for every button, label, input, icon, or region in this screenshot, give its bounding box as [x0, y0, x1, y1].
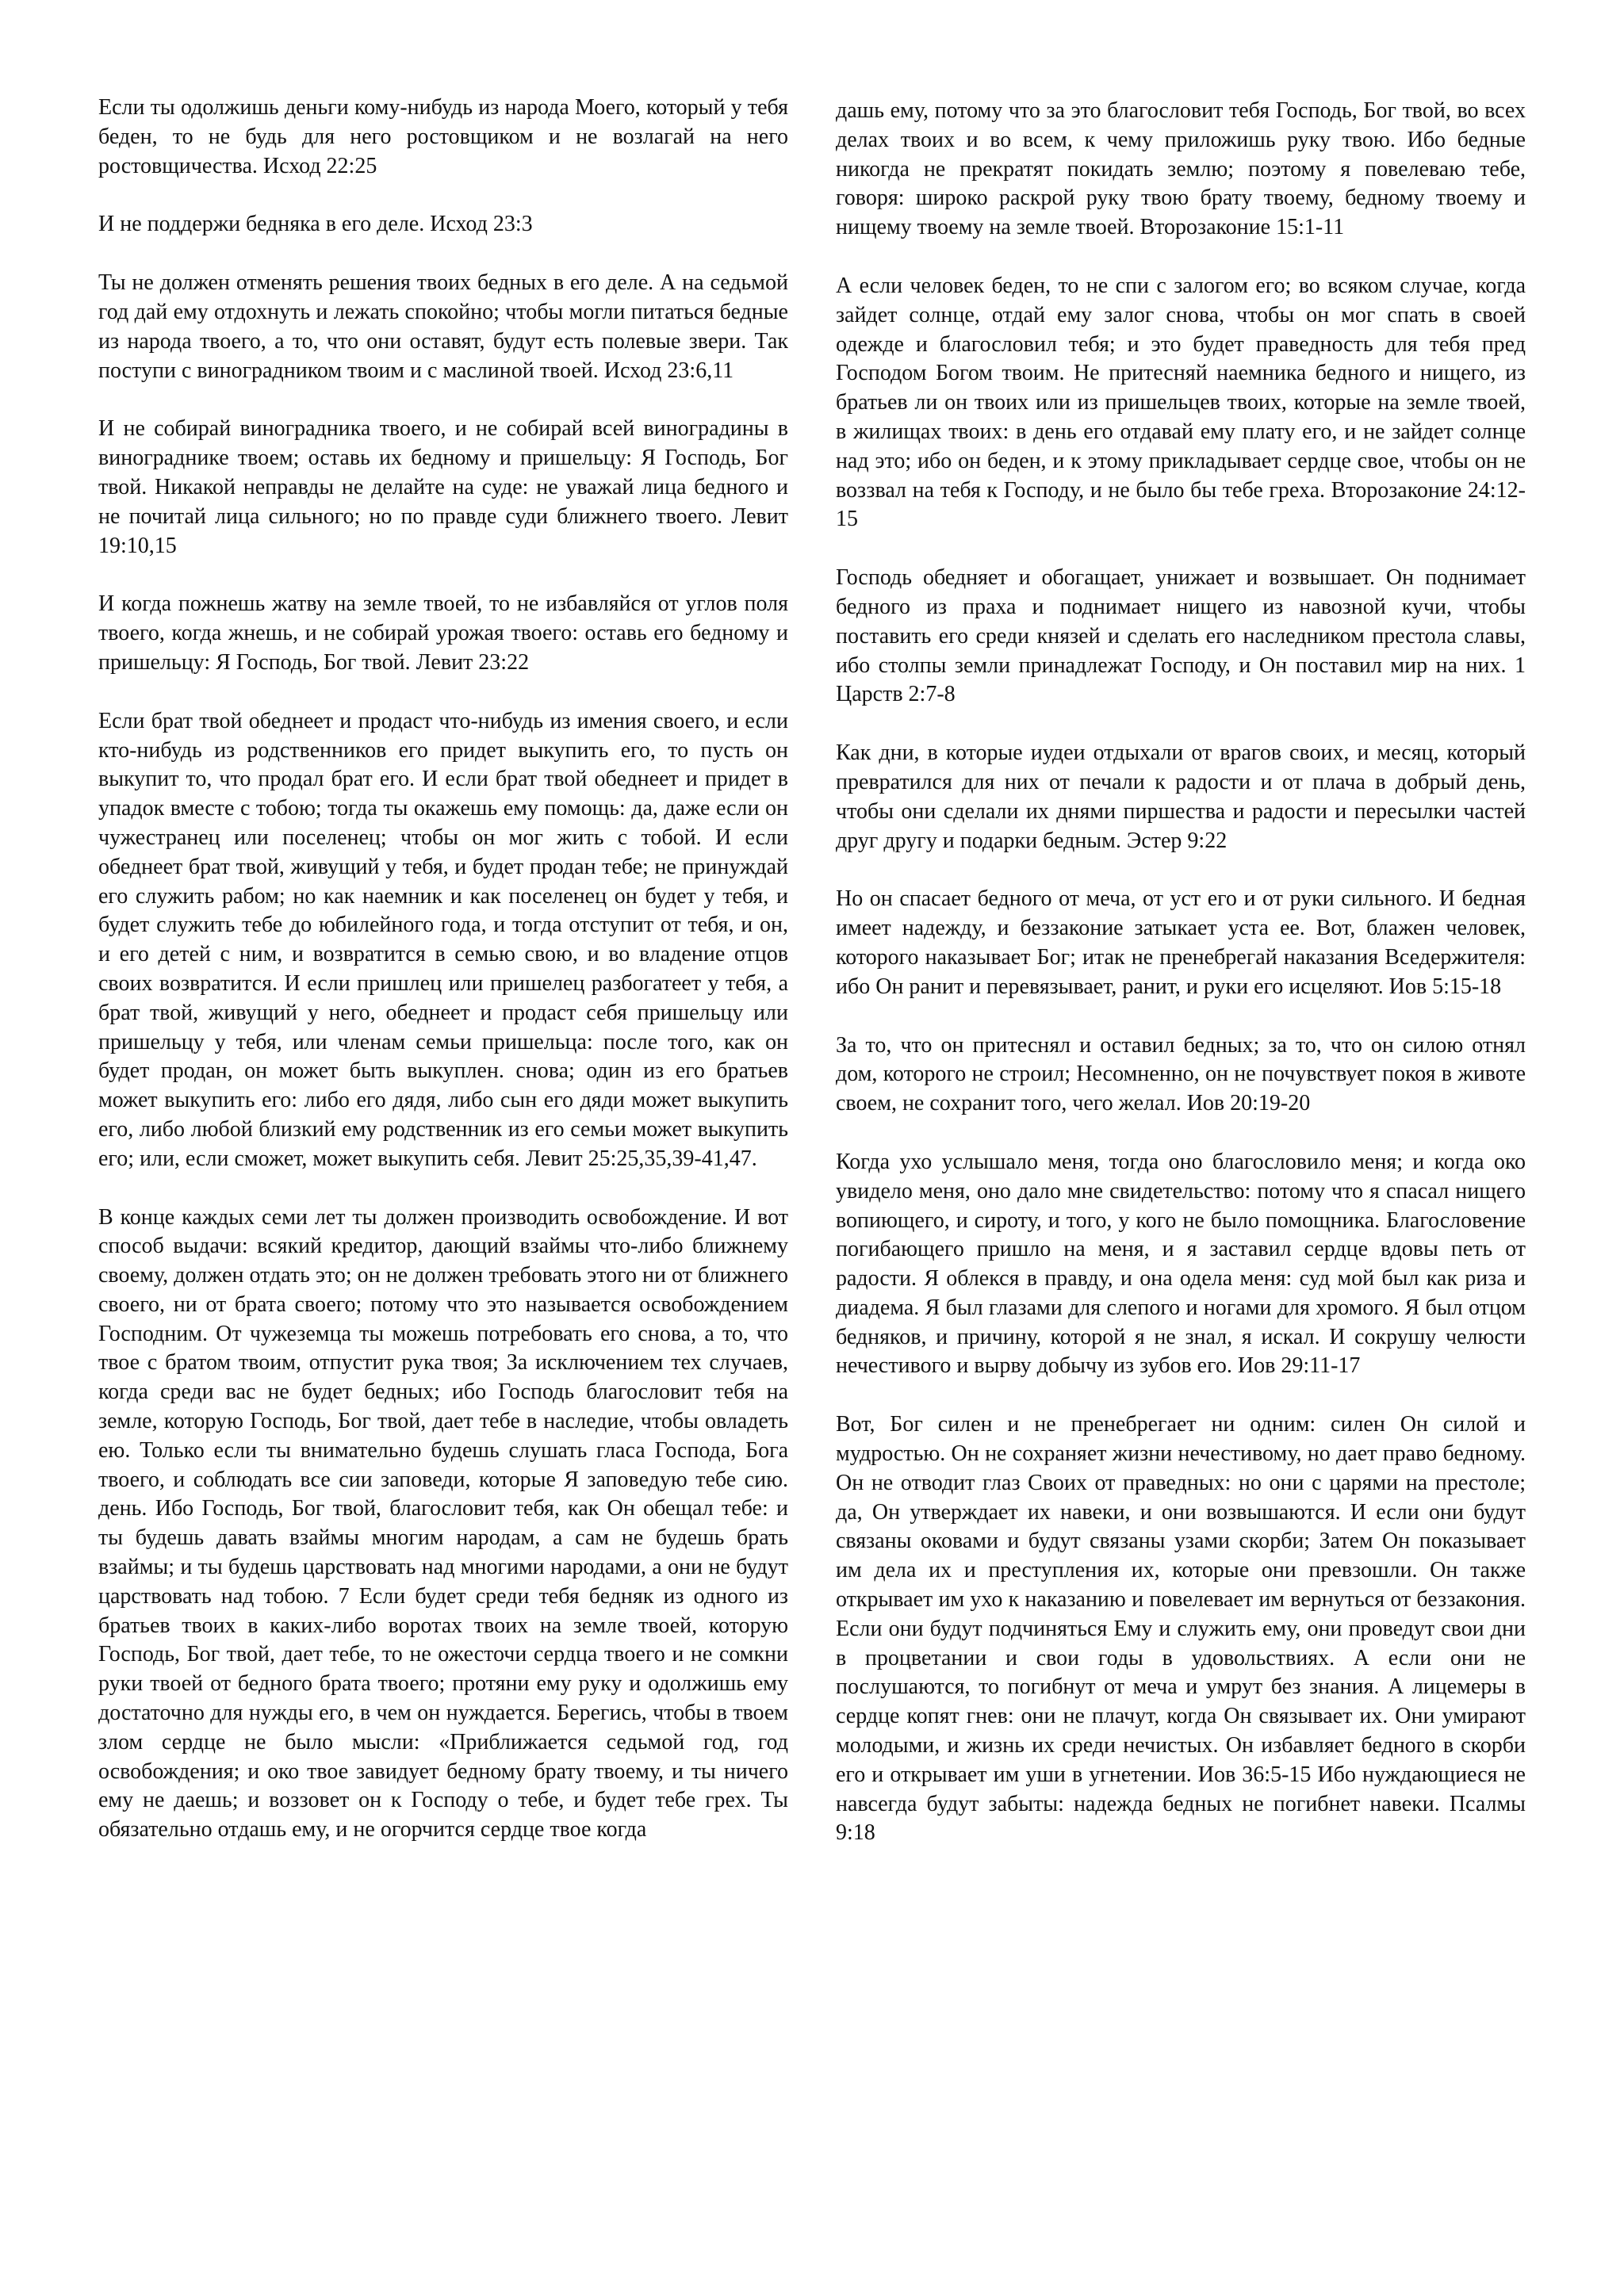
paragraph: Ты не должен отменять решения твоих бедных в его деле. А на седьмой год дай ему отдохнуть и лежать спокойно; чтобы могли питаться бедные из народа твоего, а то, что они оставят, будут есть полевые звери. Так поступи с виноградником твоим и с маслиной твоей. Исход 23:6,11: [98, 270, 788, 383]
paragraph: Когда ухо услышало меня, тогда оно благословило меня; и когда око увидело меня, оно дало мне свидетельство: потому что я спасал нищего вопиющего, и сироту, и того, у кого не было помощника. Благословение погибающего пришло на меня, и я заставил сердце вдовы петь от радости. Я облекся в правду, и она одела меня: суд мой был как риза и диадема. Я был глазами для слепого и ногами для хромого. Я был отцом бедняков, и причину, которой я не знал, я искал. И сокрушу челюсти нечестивого и вырву добычу из зубов его. Иов 29:11-17: [836, 1149, 1526, 1379]
paragraph: Господь обедняет и обогащает, унижает и возвышает. Он поднимает бедного из праха и поднимает нищего из навозной кучи, чтобы поставить его среди князей и сделать его наследником престола славы, ибо столпы земли принадлежат Господу, и Он поставил мир на них. 1 Царств 2:7-8: [836, 565, 1526, 707]
right-column: [836, 97, 1526, 1848]
paragraph: И когда пожнешь жатву на земле твоей, то не избавляйся от углов поля твоего, когда жнешь, и не собирай урожая твоего: оставь его бедному и пришельцу: Я Господь, Бог твой. Левит 23:22: [98, 591, 788, 675]
left-column: [98, 94, 788, 1845]
paragraph: А если человек беден, то не спи с залогом его; во всяком случае, когда зайдет солнце, отдай ему залог снова, чтобы он мог спать в своей одежде и благословил тебя; и это будет праведность для тебя пред Господом Богом твоим. Не притесняй наемника бедного и нищего, из братьев ли он твоих или из пришельцев твоих, которые на земле твоей, в жилищах твоих: в день его отдавай ему плату его, и не зайдет солнце над это; ибо он беден, и к этому прикладывает сердце свое, чтобы он не воззвал на тебя к Господу, и не было бы тебе греха. Второзаконие 24:12-15: [836, 273, 1526, 532]
paragraph: дашь ему, потому что за это благословит тебя Господь, Бог твой, во всех делах твоих и во всем, к чему приложишь руку твою. Ибо бедные никогда не прекратят покидать землю; поэтому я повелеваю тебе, говоря: широко раскрой руку твою брату твоему, бедному твоему и нищему твоему на земле твоей. Второзаконие 15:1-11: [836, 98, 1526, 240]
paragraph: Если ты одолжишь деньги кому-нибудь из народа Моего, который у тебя беден, то не будь для него ростовщиком и не возлагай на него ростовщичества. Исход 22:25: [98, 95, 788, 178]
paragraph: Вот, Бог силен и не пренебрегает ни одним: силен Он силой и мудростью. Он не сохраняет жизни нечестивому, но дает право бедному. Он не отводит глаз Своих от праведных: но они с царями на престоле; да, Он утверждает их навеки, и они возвышаются. И если они будут связаны оковами и будут связаны узами скорби; Затем Он показывает им дела их и преступления их, которые они превзошли. Он также открывает им ухо к наказанию и повелевает им вернуться от беззакония. Если они будут подчиняться Ему и служить ему, они проведут свои дни в процветании и свои годы в удовольствиях. А если они не послушаются, то погибнут от меча и умрут без знания. А лицемеры в сердце копят гнев: они не плачут, когда Он связывает их. Они умирают молодыми, и жизнь их среди нечистых. Он избавляет бедного в скорби его и открывает им уши в угнетении. Иов 36:5-15 Ибо нуждающиеся не навсегда будут забыты: надежда бедных не погибнет навеки. Псалмы 9:18: [836, 1412, 1526, 1846]
paragraph: В конце каждых семи лет ты должен производить освобождение. И вот способ выдачи: всякий кредитор, дающий взаймы что-либо ближнему своему, должен отдать это; он не должен требовать этого ни от ближнего своего, ни от брата своего; потому что это называется освобождением Господним. От чужеземца ты можешь потребовать его снова, а то, что твое с братом твоим, отпустит рука твоя; За исключением тех случаев, когда среди вас не будет бедных; ибо Господь благословит тебя на земле, которую Господь, Бог твой, дает тебе в наследие, чтобы овладеть ею. Только если ты внимательно будешь слушать гласа Господа, Бога твоего, и соблюдать все сии заповеди, которые Я заповедую тебе сию. день. Ибо Господь, Бог твой, благословит тебя, как Он обещал тебе: и ты будешь давать взаймы многим народам, а сам не будешь брать взаймы; и ты будешь царствовать над многими народами, а они не будут царствовать над тобою. 7 Если будет среди тебя бедняк из одного из братьев твоих в каких-либо воротах твоих на земле твоей, которую Господь, Бог твой, дает тебе, то не ожесточи сердца твоего и не сомкни руки твоей от бедного брата твоего; протяни ему руку и одолжишь ему достаточно для нужды его, в чем он нуждается. Берегись, чтобы в твоем злом сердце не было мысли: «Приближается седьмой год, год освобождения; и око твое завидует бедному брату твоему, и ты ничего ему не даешь; и воззовет он к Господу о тебе, и будет тебе грех. Ты обязательно отдашь ему, и не огорчится сердце твое когда: [98, 1204, 788, 1843]
paragraph: И не поддержи бедняка в его деле. Исход 23:3: [98, 212, 533, 237]
paragraph: Но он спасает бедного от меча, от уст его и от руки сильного. И бедная имеет надежду, и беззаконие затыкает уста ее. Вот, блажен человек, которого наказывает Бог; итак не пренебрегай наказания Вседержителя: ибо Он ранит и перевязывает, ранит, и руки его исцеляют. Иов 5:15-18: [836, 886, 1526, 999]
paragraph: И не собирай виноградника твоего, и не собирай всей виноградины в винограднике твоем; оставь их бедному и пришельцу: Я Господь, Бог твой. Никакой неправды не делайте на суде: не уважай лица бедного и не почитай лица сильного; но по правде суди ближнего твоего. Левит 19:10,15: [98, 416, 788, 558]
paragraph: Как дни, в которые иудеи отдыхали от врагов своих, и месяц, который превратился для них от печали к радости и от плача в добрый день, чтобы они сделали их днями пиршества и радости и пересылки частей друг другу и подарки бедным. Эстер 9:22: [836, 740, 1526, 853]
paragraph: За то, что он притеснял и оставил бедных; за то, что он силою отнял дом, которого не строил; Несомненно, он не почувствует покоя в животе своем, не сохранит того, чего желал. Иов 20:19-20: [836, 1032, 1526, 1116]
paragraph: Если брат твой обеднеет и продаст что-нибудь из имения своего, и если кто-нибудь из родственников его придет выкупить его, то пусть он выкупит то, что продал брат его. И если брат твой обеднеет и придет в упадок вместе с тобою; тогда ты окажешь ему помощь: да, даже если он чужестранец или поселенец; чтобы он мог жить с тобой. И если обеднеет брат твой, живущий у тебя, и будет продан тебе; не принуждай его служить рабом; но как наемник и как поселенец он будет у тебя, и будет служить тебе до юбилейного года, и тогда отступит от тебя, и он, и его детей с ним, и возвратится в семью свою, и во владение отцов своих возвратится. И если пришлец или пришелец разбогатеет у тебя, а брат твой, живущий у него, обеднеет и продаст себя пришельцу или пришельцу у тебя, или членам семьи пришельца: после того, как он будет продан, он может быть выкуплен. снова; один из его братьев может выкупить его: либо его дядя, либо сын его дяди может выкупить его, либо любой близкий ему родственник из его семьи может выкупить его; или, если сможет, может выкупить себя. Левит 25:25,35,39-41,47.: [98, 708, 788, 1171]
